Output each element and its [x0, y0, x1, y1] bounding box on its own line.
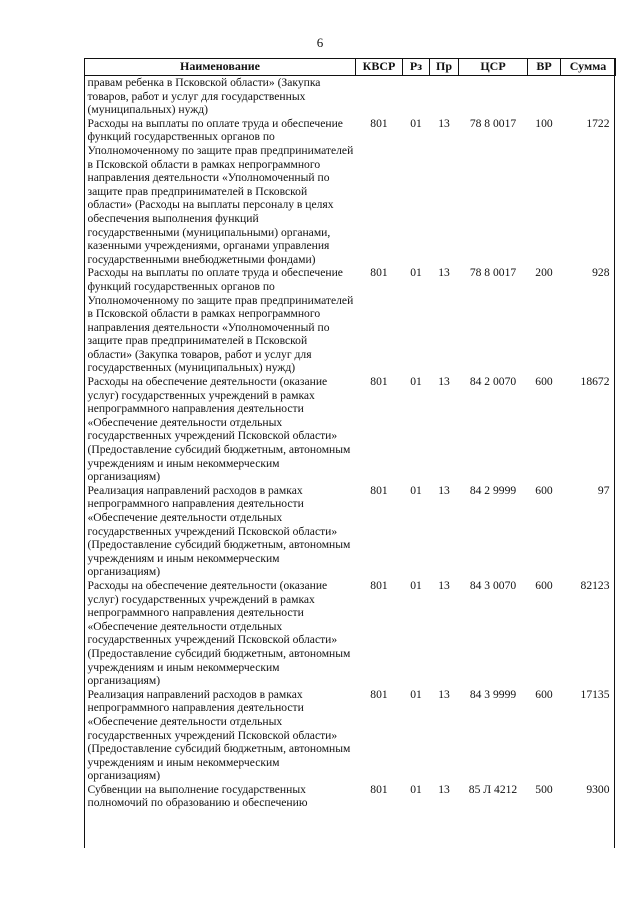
row-csr: 78 8 0017 [469, 266, 517, 280]
table-right-border [614, 58, 615, 848]
row-pr [430, 76, 459, 117]
row-sum: 9300 [586, 782, 610, 796]
row-kvsr: 801 [370, 578, 388, 592]
row-pr: 13 [438, 375, 450, 389]
row-vr: 500 [535, 782, 553, 796]
table-row [85, 375, 616, 484]
row-csr: 78 8 0017 [469, 116, 517, 130]
table-row [85, 484, 616, 579]
row-rz: 01 [410, 578, 422, 592]
table-left-border [84, 58, 85, 848]
table-row [85, 76, 616, 117]
row-vr [528, 76, 561, 117]
table-row [85, 579, 616, 688]
row-pr: 13 [438, 116, 450, 130]
table-row [85, 783, 616, 810]
row-sum [561, 76, 616, 117]
row-pr: 13 [438, 483, 450, 497]
row-csr [459, 76, 528, 117]
row-sum: 928 [592, 266, 610, 280]
row-kvsr: 801 [370, 116, 388, 130]
table-row [85, 117, 616, 267]
row-kvsr: 801 [370, 687, 388, 701]
row-name: Расходы на выплаты по оплате труда и обеспечение функций государственных органов по Уполномоченному по защите прав предпринимателей в Псковской области в рамках непрограммного направления деятельности «Уполномоченный по защите прав предпринимателей в Псковской области» (Закупка товаров, работ и услуг для государственных (муниципальных) нужд) [87, 266, 354, 375]
row-vr: 200 [535, 266, 553, 280]
row-vr: 100 [535, 116, 553, 130]
row-kvsr [356, 76, 403, 117]
table-row [85, 688, 616, 783]
row-rz: 01 [410, 266, 422, 280]
row-vr: 600 [535, 687, 553, 701]
header-kvsr: КВСР [356, 59, 403, 76]
row-rz [403, 76, 430, 117]
row-vr: 600 [535, 578, 553, 592]
row-sum: 82123 [580, 578, 610, 592]
row-rz: 01 [410, 375, 422, 389]
row-kvsr: 801 [370, 266, 388, 280]
row-rz: 01 [410, 782, 422, 796]
budget-table [84, 58, 616, 810]
row-name: правам ребенка в Псковской области» (Закупка товаров, работ и услуг для государственных (муниципальных) нужд) [87, 76, 321, 117]
row-vr: 600 [535, 375, 553, 389]
header-vr: ВР [528, 59, 561, 76]
header-pr: Пр [430, 59, 459, 76]
row-sum: 17135 [580, 687, 610, 701]
row-kvsr: 801 [370, 782, 388, 796]
row-rz: 01 [410, 483, 422, 497]
row-name: Реализация направлений расходов в рамках непрограммного направления деятельности «Обеспечение деятельности отдельных государственных учреждений Псковской области» (Предоставление субсидий бюджетным, автономным учреждениям и иным некоммерческим организациям) [87, 687, 351, 783]
table-header-row [85, 59, 616, 76]
page-number: 6 [316, 35, 324, 50]
row-name: Субвенции на выполнение государственных полномочий по образованию и обеспечению [87, 782, 308, 810]
row-name: Реализация направлений расходов в рамках непрограммного направления деятельности «Обеспечение деятельности отдельных государственных учреждений Псковской области» (Предоставление субсидий бюджетным, автономным учреждениям и иным некоммерческим организациям) [87, 483, 351, 579]
row-pr: 13 [438, 687, 450, 701]
row-pr: 13 [438, 578, 450, 592]
row-kvsr: 801 [370, 483, 388, 497]
row-sum: 18672 [580, 375, 610, 389]
row-csr: 84 2 0070 [469, 375, 517, 389]
row-pr: 13 [438, 266, 450, 280]
header-sum: Сумма [561, 59, 616, 76]
row-sum: 97 [597, 483, 610, 497]
row-rz: 01 [410, 687, 422, 701]
row-kvsr: 801 [370, 375, 388, 389]
row-name: Расходы на обеспечение деятельности (оказание услуг) государственных учреждений в рамках непрограммного направления деятельности «Обеспечение деятельности отдельных государственных учреждений Псковской области» (Предоставление субсидий бюджетным, автономным учреждениям и иным некоммерческим организациям) [87, 375, 351, 484]
row-name: Расходы на выплаты по оплате труда и обеспечение функций государственных органов по Уполномоченному по защите прав предпринимателей в Псковской области в рамках непрограммного направления деятельности «Уполномоченный по защите прав предпринимателей в Псковской области» (Расходы на выплаты персоналу в целях обеспечения выполнения функций государственными (муниципальными) органами, казенными учреждениями, органами управления государственными внебюджетными фондами) [87, 116, 354, 266]
header-rz: Рз [403, 59, 430, 76]
row-pr: 13 [438, 782, 450, 796]
row-csr: 84 2 9999 [469, 483, 517, 497]
row-csr: 84 3 0070 [469, 578, 517, 592]
row-vr: 600 [535, 483, 553, 497]
row-name: Расходы на обеспечение деятельности (оказание услуг) государственных учреждений в рамках непрограммного направления деятельности «Обеспечение деятельности отдельных государственных учреждений Псковской области» (Предоставление субсидий бюджетным, автономным учреждениям и иным некоммерческим организациям) [87, 578, 351, 688]
header-name: Наименование [85, 59, 356, 76]
table-row [85, 266, 616, 375]
row-rz: 01 [410, 116, 422, 130]
row-csr: 85 Л 4212 [468, 782, 518, 796]
row-sum: 1722 [586, 116, 610, 130]
header-csr: ЦСР [459, 59, 528, 76]
row-csr: 84 3 9999 [469, 687, 517, 701]
